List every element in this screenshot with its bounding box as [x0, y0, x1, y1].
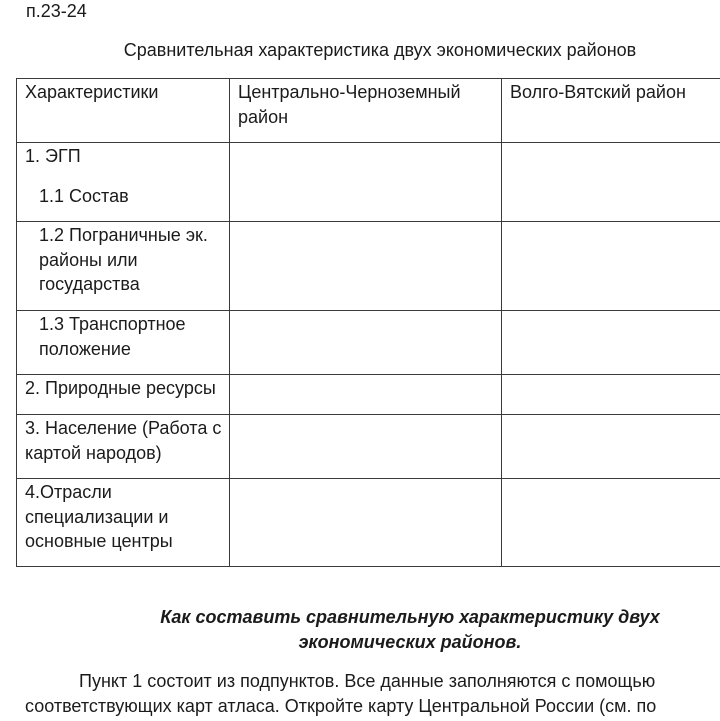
egp-label: 1. ЭГП	[25, 146, 81, 166]
table-cell-empty	[230, 143, 502, 222]
header-cell-volga-vyatka: Волго-Вятский район	[502, 79, 720, 143]
composition-label: 1.1 Состав	[39, 185, 129, 206]
table-cell-empty	[502, 222, 720, 311]
row-label-transport: 1.3 Транспортное положение	[17, 311, 230, 375]
row-label-population: 3. Население (Работа с картой народов)	[17, 415, 230, 479]
table-row	[17, 143, 720, 222]
document-title: Сравнительная характеристика двух экономических районов	[123, 40, 637, 60]
paragraph-line: Пункт 1 состоит из подпунктов. Все данные заполняются с помощью	[79, 671, 656, 691]
header-cell-central-chernozem: Центрально-Черноземный район	[230, 79, 502, 143]
table-cell-empty	[502, 479, 720, 567]
table-row	[17, 479, 720, 567]
row-label-borders: 1.2 Пограничные эк. районы или государства	[17, 222, 230, 311]
table-cell-empty	[502, 415, 720, 479]
instructions-heading: Как составить сравнительную характеристику двух экономических районов.	[160, 607, 660, 652]
table-header-row	[17, 79, 720, 143]
table-cell-empty	[502, 143, 720, 222]
table-cell-empty	[230, 375, 502, 415]
row-label-egp	[17, 143, 230, 222]
table-row	[17, 222, 720, 311]
row-label-industries: 4.Отрасли специализации и основные центры	[17, 479, 230, 567]
paragraph-line: соответствующих карт атласа. Откройте карту Центральной России (см. по	[25, 695, 657, 716]
table-cell-empty	[230, 479, 502, 567]
table-cell-empty	[502, 375, 720, 415]
table-row	[17, 375, 720, 415]
table-cell-empty	[230, 415, 502, 479]
instructions-paragraph	[25, 669, 720, 718]
table-cell-empty	[230, 222, 502, 311]
table-row	[17, 415, 720, 479]
section-reference: п.23-24	[26, 1, 87, 21]
table-cell-empty	[502, 311, 720, 375]
table-row	[17, 311, 720, 375]
row-label-resources: 2. Природные ресурсы	[17, 375, 230, 415]
header-cell-characteristics: Характеристики	[17, 79, 230, 143]
table-cell-empty	[230, 311, 502, 375]
comparison-table	[16, 78, 720, 567]
